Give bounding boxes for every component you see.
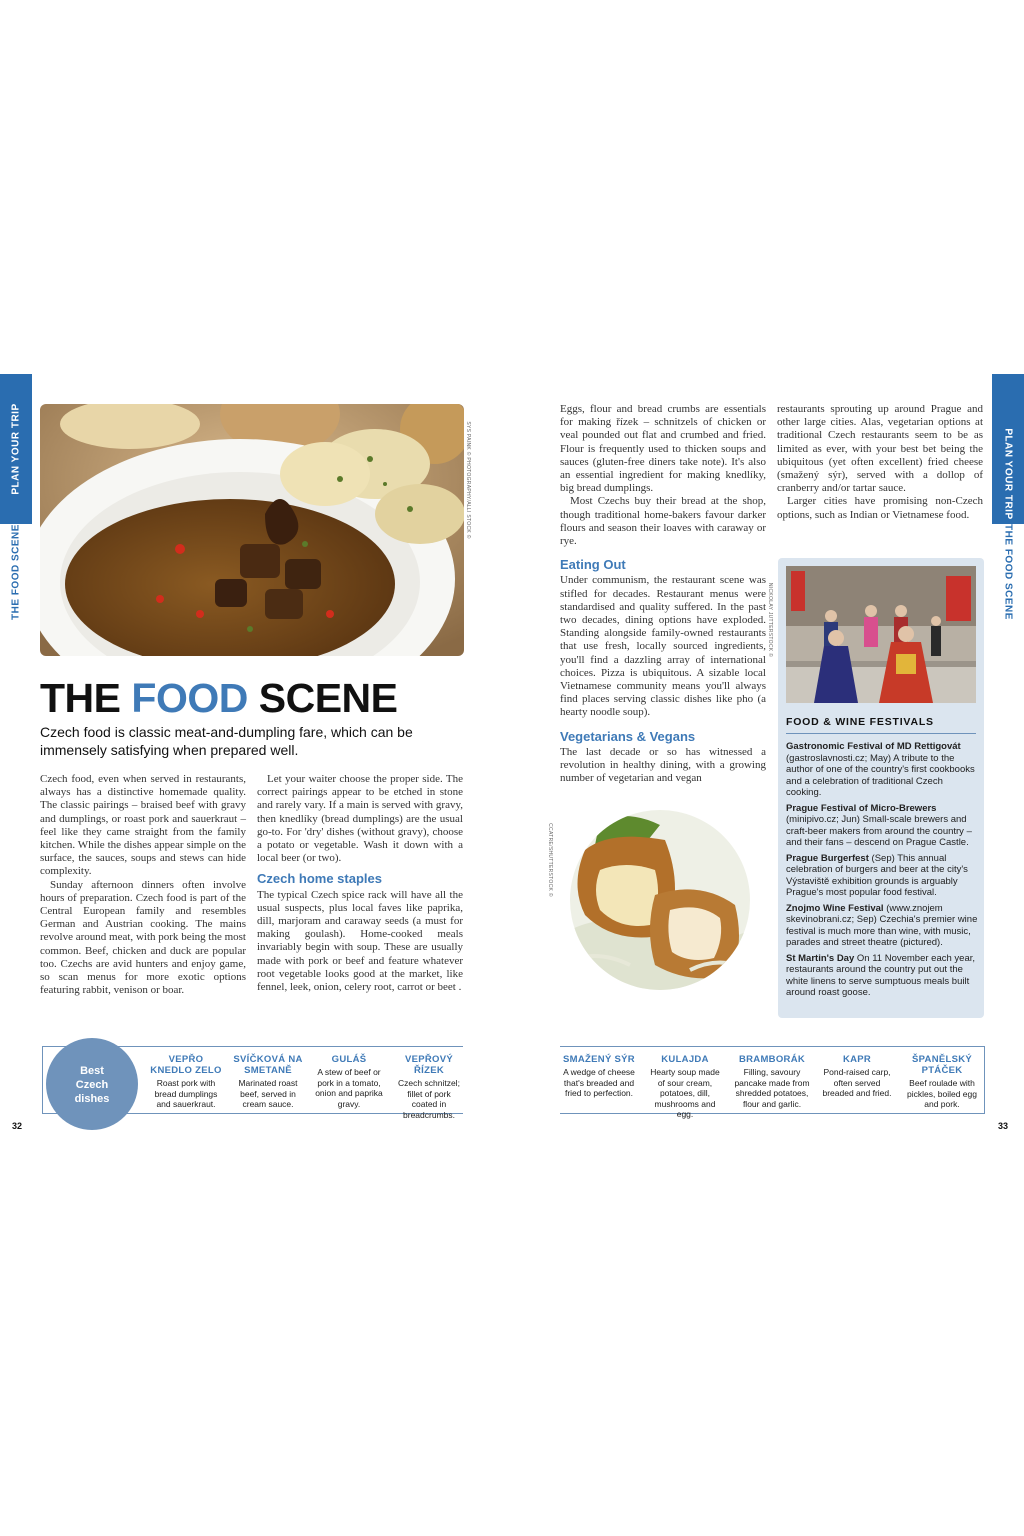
side-label-left: THE FOOD SCENE (10, 524, 22, 620)
page-title (40, 676, 398, 720)
dish-desc: Hearty soup made of sour cream, potatoes, dill, mushrooms and egg. (650, 1067, 720, 1119)
page-number-left: 32 (12, 1121, 23, 1131)
dish-desc: A stew of beef or pork in a tomato, onion and paprika gravy. (315, 1067, 383, 1109)
festival-name: Znojmo Wine Festival (786, 902, 884, 914)
dish-name: SVÍČKOVÁ NA SMETANĚ (233, 1054, 303, 1076)
right-col2-p1: restaurants sprouting up around Prague and other large cities. Alas, vegetarian options at traditional Czech restaurants seem to be as limited as ever, with your best bet being the ubiquitous (yet often excellent) fried cheese (smažený sýr), served with a dollop of cranberry and/or tartar sauce. (777, 403, 983, 495)
intro-text: Czech food is classic meat-and-dumpling fare, which can be immensely satisfying when prepared well. (40, 724, 413, 758)
dish-desc: A wedge of cheese that's breaded and fried to perfection. (563, 1067, 635, 1098)
festivals-title: FOOD & WINE FESTIVALS (786, 716, 934, 728)
festival-item (786, 953, 978, 999)
vegetarians-heading: Vegetarians & Vegans (560, 728, 696, 744)
right-col1-p2: Most Czechs buy their bread at the shop, though traditional home-bakers favour darker flours and season their loaves with caraway or rye. (560, 495, 766, 548)
festival-item (786, 853, 978, 899)
dish-name: VEPŘOVÝ ŘÍZEK (404, 1054, 454, 1076)
festival-item (786, 803, 978, 849)
festival-item (786, 741, 978, 799)
photo-credit-mid: NICKOLAY JUTTERSTOCK © (767, 582, 773, 658)
dish-item (730, 1054, 814, 1109)
right-column-1 (560, 403, 766, 785)
festival-detail: (minipivo.cz; Jun) Small-scale brewers and craft-beer makers from around the country – and their fans – descend on Prague Castle. (786, 814, 972, 848)
left-col1-p1: Czech food, even when served in restaurants, always has a distinctive homemade quality. The classic pairings – braised beef with gravy and dumplings, or roast pork and sauerkraut – feel like they came straight from the family kitchen. While the dishes appear simple on the surface, the sauces, soups and stews can hide complexity. (40, 773, 246, 878)
dish-item (312, 1054, 386, 1109)
eating-out-text: Under communism, the restaurant scene was stifled for decades. Restaurant menus were standardised and quality suffered. In the past two decades, dining options have exploded. Standing alongside family-owned restaurants that use fresh, locally sourced ingredients, you'll find a dazzling array of international choices. Pizza is ubiquitous. A sizable local Vietnamese community means you'll always find places serving classic dishes like pho (a hearty noodle soup). (560, 574, 766, 719)
title-part-2: FOOD (131, 675, 248, 721)
dish-name: ŠPANĚLSKÝ PTÁČEK (911, 1054, 973, 1076)
right-col2-p2: Larger cities have promising non-Czech options, such as Indian or Vietnamese food. (777, 495, 983, 521)
festival-item (786, 903, 978, 949)
tab-label-left: PLAN YOUR TRIP (10, 403, 22, 495)
dish-name: GULÁŠ (331, 1054, 367, 1065)
eating-out-heading: Eating Out (560, 557, 626, 573)
goulash-photo (40, 404, 464, 656)
dish-name: VEPŘO KNEDLO ZELO (150, 1054, 222, 1076)
festival-name: Gastronomic Festival of MD Rettigovát (786, 741, 961, 752)
czech-home-staples-heading: Czech home staples (257, 871, 382, 887)
dish-desc: Roast pork with bread dumplings and sauerkraut. (154, 1078, 218, 1109)
fried-cheese-photo (570, 810, 750, 990)
dish-item (232, 1054, 304, 1110)
dish-desc: Filling, savoury pancake made from shredded potatoes, flour and garlic. (734, 1067, 810, 1109)
title-part-3: SCENE (247, 675, 398, 721)
dish-item (150, 1054, 222, 1110)
festival-divider (786, 733, 976, 734)
left-column-1 (40, 773, 246, 997)
dish-desc: Marinated roast beef, served in cream sauce. (238, 1078, 298, 1109)
festival-detail: (gastroslavnosti.cz; May) A tribute to the author of one of the country's first cookbooks and a celebration of traditional Czech cooking. (786, 752, 975, 798)
left-col2-p2: The typical Czech spice rack will have all the usual suspects, plus local faves like paprika, dill, marjoram and caraway seeds (a must for making goulash). Home-cooked meals invariably begin with soup. These are usually made with pork or beef and feature whatever root vegetable looks good at the market, like fennel, leek, onion, celery root, carrot or beet . (257, 888, 463, 994)
dish-desc: Pond-raised carp, often served breaded and fried. (822, 1067, 892, 1098)
tab-label-right: PLAN YOUR TRIP (1002, 428, 1014, 520)
dish-name: BRAMBORÁK (738, 1054, 806, 1065)
right-column-2 (777, 403, 983, 522)
festival-parade-photo (786, 566, 976, 703)
vegetarians-text: The last decade or so has witnessed a revolution in healthy dining, with a growing number of vegetarian and vegan (560, 745, 766, 785)
dish-item (394, 1054, 464, 1120)
dish-item (646, 1054, 724, 1120)
goulash-illustration (40, 404, 464, 656)
festival-name: Prague Festival of Micro-Brewers (786, 802, 937, 814)
dish-name: KULAJDA (661, 1054, 709, 1065)
side-label-right: THE FOOD SCENE (1002, 524, 1014, 620)
festival-detail: (www.znojem skevinobrani.cz; Sep) Czechia's premier wine festival is much more than wine, with music, parades and street theatre (pictured). (786, 902, 978, 948)
dish-item (902, 1054, 982, 1110)
photo-credit-cheese: CCATRE/SHUTTERSTOCK © (547, 823, 553, 897)
fried-cheese-illustration (570, 810, 750, 990)
festival-name: Prague Burgerfest (786, 852, 869, 864)
left-col2-p1: Let your waiter choose the proper side. The correct pairings appear to be etched in stone and rarely vary. If a main is served with gravy, then knedlíky (bread dumplings) are the usual go-to. For 'dry' dishes (without gravy), choose a potato or vegetable. Wash it down with a local beer (or two). (257, 773, 463, 865)
best-dishes-badge-label: Best Czech dishes (74, 1065, 110, 1105)
festival-name: St Martin's Day (786, 952, 855, 964)
festivals-list (786, 741, 978, 1003)
dish-name: KAPR (842, 1054, 872, 1065)
photo-credit-left: SYS PAINK © PHOTOGRAPHY/ALLI STOCK © (465, 421, 471, 539)
festival-parade-illustration (786, 566, 976, 703)
page-number-right: 33 (998, 1121, 1009, 1131)
dish-desc: Czech schnitzel; fillet of pork coated in breadcrumbs. (398, 1078, 460, 1120)
left-column-2 (257, 773, 463, 994)
left-col1-p2: Sunday afternoon dinners often involve hours of preparation. Czech food is part of the Central European family and resembles German and Austrian cooking. The mains revolve around meat, with pork being the most common. Beef, chicken and duck are popular too. Czechs are avid hunters and enjoy game, so scan menus for more exotic options featuring rabbit, venison or boar. (40, 878, 246, 997)
dish-desc: Beef roulade with pickles, boiled egg and pork. (907, 1078, 977, 1109)
title-part-1: THE (40, 675, 132, 721)
dish-item (818, 1054, 896, 1099)
dish-name: SMAŽENÝ SÝR (563, 1054, 635, 1065)
festival-detail: (Sep) This annual celebration of burgers and beer at the city's Výstaviště exhibition grounds is arguably Prague's most popular food festival. (786, 852, 968, 898)
dish-item (560, 1054, 638, 1099)
festival-detail: On 11 November each year, restaurants around the country put out the white linens to serve sumptuous meals built around roast goose. (786, 952, 976, 998)
right-col1-p1: Eggs, flour and bread crumbs are essentials for making řízek – schnitzels of chicken or veal pounded out flat and crumbed and fried. Flour is frequently used to thicken soups and sauces (gluten-free diners take note). It's also an essential ingredient for making knedlíky, big bread dumplings. (560, 403, 766, 495)
